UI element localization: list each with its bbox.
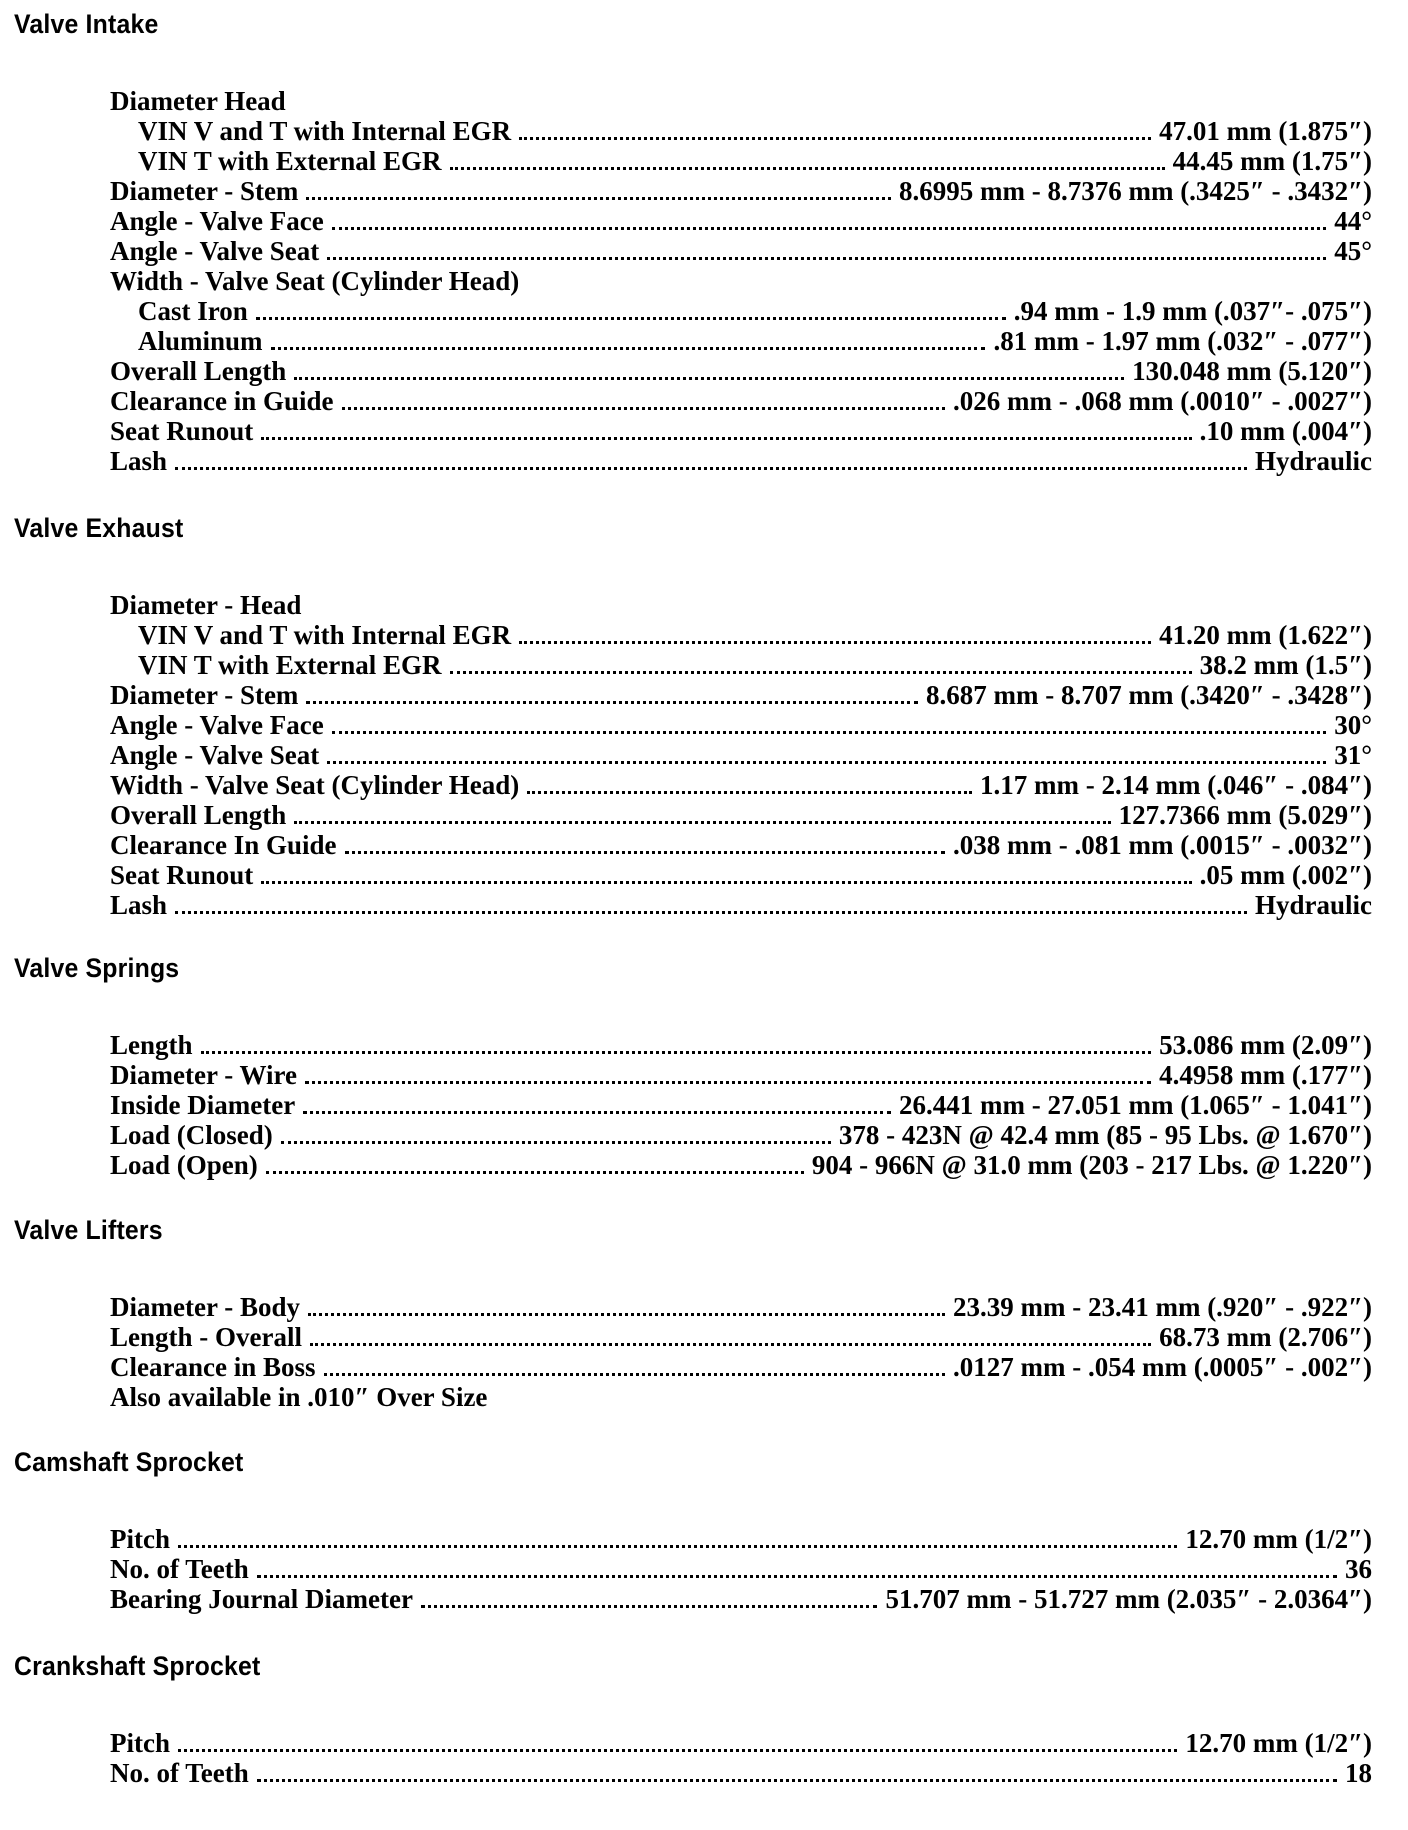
spec-value: .026 mm - .068 mm (.0010″ - .0027″) — [952, 386, 1372, 416]
dot-leader — [178, 1741, 1177, 1752]
dot-leader — [332, 723, 1326, 734]
spec-value: 31° — [1334, 740, 1372, 770]
spec-row — [138, 650, 1372, 680]
section-heading: Valve Intake — [14, 9, 159, 39]
spec-value: 8.687 mm - 8.707 mm (.3420″ - .3428″) — [925, 680, 1372, 710]
spec-value: 30° — [1334, 710, 1372, 740]
section-heading: Valve Springs — [14, 953, 180, 983]
spec-label: Diameter - Stem — [110, 176, 299, 206]
spec-value: Hydraulic — [1254, 890, 1372, 920]
spec-row — [110, 356, 1372, 386]
spec-label: Pitch — [110, 1524, 170, 1554]
spec-value: 36 — [1345, 1554, 1372, 1584]
spec-label: Diameter - Head — [110, 590, 309, 620]
spec-label: Bearing Journal Diameter — [110, 1584, 413, 1614]
spec-row — [110, 1758, 1372, 1788]
spec-row — [110, 446, 1372, 476]
section-heading: Valve Lifters — [14, 1215, 163, 1245]
spec-label: Lash — [110, 446, 168, 476]
section-heading: Crankshaft Sprocket — [14, 1651, 261, 1681]
spec-label: Angle - Valve Face — [110, 710, 324, 740]
spec-row — [110, 206, 1372, 236]
spec-value: 904 - 966N @ 31.0 mm (203 - 217 Lbs. @ 1.220″) — [811, 1150, 1372, 1180]
spec-row — [110, 1728, 1372, 1758]
spec-row — [110, 1554, 1372, 1584]
section-heading: Valve Exhaust — [14, 513, 184, 543]
dot-leader — [201, 1043, 1152, 1054]
spec-value: 18 — [1345, 1758, 1372, 1788]
spec-label: Width - Valve Seat (Cylinder Head) — [110, 770, 520, 800]
spec-value: 68.73 mm (2.706″) — [1159, 1322, 1372, 1352]
spec-row — [110, 1060, 1372, 1090]
spec-row — [110, 800, 1372, 830]
dot-leader — [306, 189, 891, 200]
spec-row — [110, 1352, 1372, 1382]
dot-leader — [257, 1567, 1337, 1578]
dot-leader — [450, 159, 1165, 170]
spec-rows — [0, 1524, 1408, 1614]
spec-label: Length - Overall — [110, 1322, 302, 1352]
spec-value: .10 mm (.004″) — [1199, 416, 1372, 446]
spec-label: Pitch — [110, 1728, 170, 1758]
spec-row — [110, 710, 1372, 740]
section-heading: Camshaft Sprocket — [14, 1447, 244, 1477]
spec-row — [138, 326, 1372, 356]
spec-row — [110, 236, 1372, 266]
spec-rows — [0, 1728, 1408, 1788]
dot-leader — [271, 339, 986, 350]
spec-label: Also available in .010″ Over Size — [110, 1382, 495, 1412]
spec-subheading — [0, 590, 1408, 620]
spec-rows — [0, 1292, 1408, 1412]
spec-label: Angle - Valve Face — [110, 206, 324, 236]
spec-label: Diameter - Stem — [110, 680, 299, 710]
spec-row — [138, 146, 1372, 176]
spec-row — [110, 386, 1372, 416]
spec-value: 8.6995 mm - 8.7376 mm (.3425″ - .3432″) — [898, 176, 1372, 206]
spec-label: Angle - Valve Seat — [110, 236, 320, 266]
spec-row — [110, 1150, 1372, 1180]
spec-value: .94 mm - 1.9 mm (.037″- .075″) — [1013, 296, 1372, 326]
spec-row — [110, 890, 1372, 920]
spec-label: Load (Open) — [110, 1150, 258, 1180]
spec-row — [110, 740, 1372, 770]
dot-leader — [342, 399, 945, 410]
dot-leader — [175, 459, 1247, 470]
spec-subheading — [0, 266, 1408, 296]
spec-row — [138, 620, 1372, 650]
spec-row — [110, 1292, 1372, 1322]
spec-row — [110, 416, 1372, 446]
dot-leader — [519, 633, 1151, 644]
dot-leader — [266, 1163, 804, 1174]
spec-value: .05 mm (.002″) — [1199, 860, 1372, 890]
spec-label: Aluminum — [138, 326, 263, 356]
spec-value: 44.45 mm (1.75″) — [1172, 146, 1372, 176]
spec-label: Overall Length — [110, 800, 287, 830]
spec-value: .81 mm - 1.97 mm (.032″ - .077″) — [993, 326, 1372, 356]
spec-label: Clearance In Guide — [110, 830, 337, 860]
spec-value: 41.20 mm (1.622″) — [1159, 620, 1372, 650]
spec-value: 53.086 mm (2.09″) — [1159, 1030, 1372, 1060]
spec-value: 378 - 423N @ 42.4 mm (85 - 95 Lbs. @ 1.670″) — [838, 1120, 1372, 1150]
spec-value: .038 mm - .081 mm (.0015″ - .0032″) — [952, 830, 1372, 860]
dot-leader — [305, 1073, 1151, 1084]
spec-label: VIN T with External EGR — [138, 146, 442, 176]
spec-row — [110, 1584, 1372, 1614]
spec-value: 127.7366 mm (5.029″) — [1118, 800, 1372, 830]
spec-label: Width - Valve Seat (Cylinder Head) — [110, 266, 527, 296]
spec-value: Hydraulic — [1254, 446, 1372, 476]
spec-label: Cast Iron — [138, 296, 248, 326]
spec-rows — [0, 86, 1408, 476]
spec-rows — [0, 590, 1408, 920]
dot-leader — [294, 813, 1110, 824]
dot-leader — [257, 1771, 1337, 1782]
spec-label: Lash — [110, 890, 168, 920]
spec-label: VIN V and T with Internal EGR — [138, 620, 512, 650]
spec-label: VIN V and T with Internal EGR — [138, 116, 512, 146]
dot-leader — [175, 903, 1247, 914]
spec-label: Load (Closed) — [110, 1120, 273, 1150]
spec-label: Inside Diameter — [110, 1090, 296, 1120]
spec-value: 12.70 mm (1/2″) — [1185, 1728, 1372, 1758]
spec-label: VIN T with External EGR — [138, 650, 442, 680]
spec-value: 130.048 mm (5.120″) — [1132, 356, 1372, 386]
dot-leader — [256, 309, 1006, 320]
spec-value: .0127 mm - .054 mm (.0005″ - .002″) — [952, 1352, 1372, 1382]
spec-row — [110, 830, 1372, 860]
spec-label: Clearance in Boss — [110, 1352, 316, 1382]
dot-leader — [178, 1537, 1177, 1548]
spec-label: Diameter - Wire — [110, 1060, 297, 1090]
dot-leader — [294, 369, 1124, 380]
spec-row — [110, 680, 1372, 710]
spec-value: 23.39 mm - 23.41 mm (.920″ - .922″) — [952, 1292, 1372, 1322]
spec-label: Clearance in Guide — [110, 386, 334, 416]
spec-row — [110, 1322, 1372, 1352]
spec-subheading — [0, 86, 1408, 116]
spec-value: 47.01 mm (1.875″) — [1159, 116, 1372, 146]
dot-leader — [527, 783, 972, 794]
spec-label: Seat Runout — [110, 416, 254, 446]
spec-value: 26.441 mm - 27.051 mm (1.065″ - 1.041″) — [898, 1090, 1372, 1120]
spec-label: Length — [110, 1030, 193, 1060]
spec-value: 12.70 mm (1/2″) — [1185, 1524, 1372, 1554]
dot-leader — [519, 129, 1151, 140]
spec-row — [110, 860, 1372, 890]
spec-label: Seat Runout — [110, 860, 254, 890]
dot-leader — [324, 1365, 945, 1376]
spec-value: 44° — [1334, 206, 1372, 236]
spec-subheading — [0, 1382, 1408, 1412]
spec-row — [110, 770, 1372, 800]
dot-leader — [281, 1133, 831, 1144]
dot-leader — [327, 753, 1326, 764]
dot-leader — [332, 219, 1326, 230]
spec-row — [110, 1030, 1372, 1060]
spec-row — [138, 116, 1372, 146]
dot-leader — [303, 1103, 891, 1114]
spec-value: 45° — [1334, 236, 1372, 266]
spec-label: Angle - Valve Seat — [110, 740, 320, 770]
spec-label: Diameter Head — [110, 86, 294, 116]
spec-row — [110, 1120, 1372, 1150]
spec-label: No. of Teeth — [110, 1758, 249, 1788]
dot-leader — [310, 1335, 1151, 1346]
spec-value: 51.707 mm - 51.727 mm (2.035″ - 2.0364″) — [885, 1584, 1372, 1614]
dot-leader — [306, 693, 918, 704]
dot-leader — [261, 429, 1191, 440]
spec-label: No. of Teeth — [110, 1554, 249, 1584]
spec-label: Diameter - Body — [110, 1292, 300, 1322]
dot-leader — [345, 843, 945, 854]
spec-row — [110, 176, 1372, 206]
dot-leader — [308, 1305, 945, 1316]
dot-leader — [261, 873, 1191, 884]
spec-row — [138, 296, 1372, 326]
dot-leader — [421, 1597, 878, 1608]
dot-leader — [327, 249, 1326, 260]
spec-value: 4.4958 mm (.177″) — [1159, 1060, 1372, 1090]
spec-rows — [0, 1030, 1408, 1180]
spec-value: 38.2 mm (1.5″) — [1199, 650, 1372, 680]
spec-value: 1.17 mm - 2.14 mm (.046″ - .084″) — [979, 770, 1372, 800]
spec-row — [110, 1090, 1372, 1120]
dot-leader — [450, 663, 1192, 674]
spec-label: Overall Length — [110, 356, 287, 386]
spec-row — [110, 1524, 1372, 1554]
